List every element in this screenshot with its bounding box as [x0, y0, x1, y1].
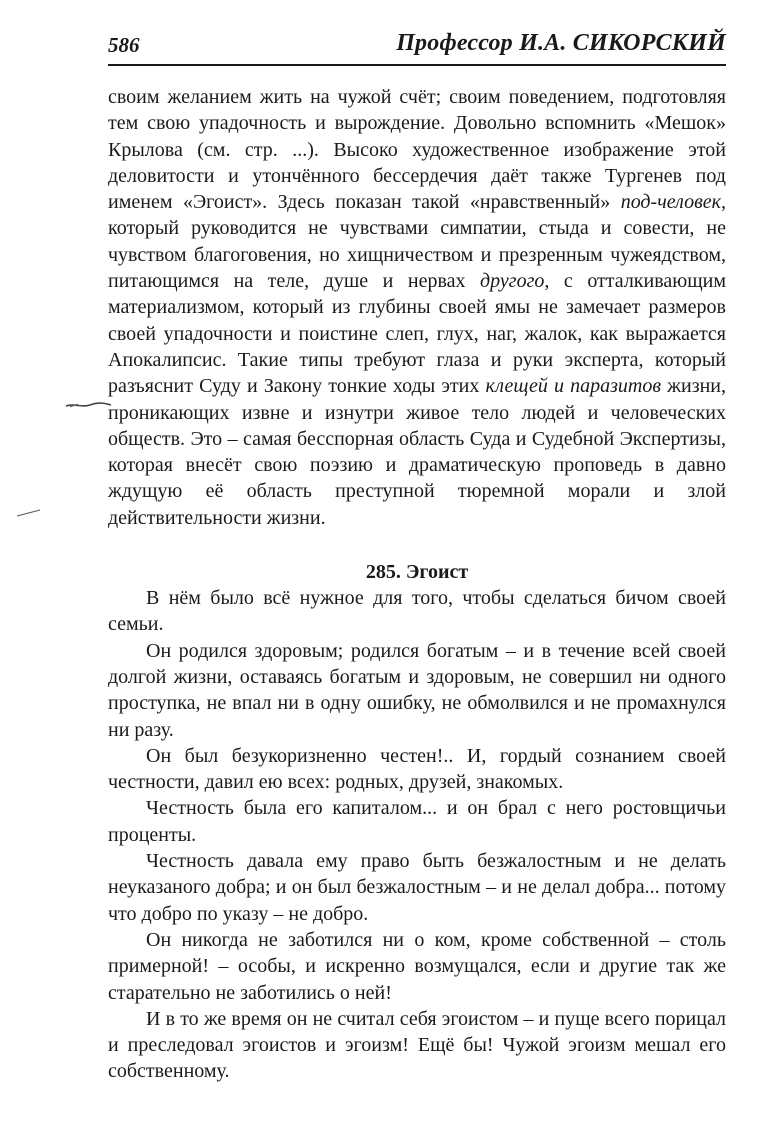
section-paragraph: Он никогда не заботился ни о ком, кроме собственной – столь примерной! – особы, и искренно возмущался, если и другие так же старательно не заботились о ней! — [108, 928, 726, 1004]
body-text — [108, 84, 726, 1085]
section-paragraph: Честность была его капиталом... и он брал с него ростовщичьи проценты. — [108, 797, 726, 846]
intro-text-part-3: с отталкивающим материализмом, который из глубины своей ямы не замечает размеров своей упадочности и поистине слеп, глух, наг, жалок, как выражается Апокалипсис. Такие типы требуют глаза и руки эксперта, который разъяснит Суду и Закону тонкие ходы этих — [108, 270, 726, 398]
section-paragraph: Честность давала ему право быть безжалостным и не делать неуказаного добра; и он был безжалостным – и не делал добра... потому что добро по указу – не добро. — [108, 850, 726, 925]
section-paragraph: Он был безукоризненно честен!.. И, гордый сознанием своей честности, давил ею всех: родных, друзей, знакомых. — [108, 744, 726, 794]
section-heading: 285. Эгоист — [365, 561, 469, 584]
running-title: Профессор И.А. СИКОРСКИЙ — [396, 30, 726, 56]
margin-pen-mark — [64, 397, 114, 411]
running-header — [108, 30, 726, 66]
intro-italic-2: другого, — [480, 270, 550, 293]
intro-paragraph — [108, 84, 726, 531]
intro-text-part-1: своим желанием жить на чужой счёт; своим поведением, подготовляя тем свою упадочность и вырождение. Довольно вспомнить «Мешок» Крылова (см. стр. ...). Высоко художественное изображение этой деловитости и утончённого бессердечия даёт также Тургенев под именем «Эгоист». Здесь показан такой «нравственный» — [108, 86, 726, 214]
margin-pencil-tick — [16, 508, 42, 518]
section-paragraph: В нём было всё нужное для того, чтобы сделаться бичом своей семьи. — [108, 587, 726, 636]
section-paragraph: Он родился здоровым; родился богатым – и в течение всей своей долгой жизни, оставаясь богатым и здоровым, не совершил ни одного проступка, не впал ни в одну ошибку, не обмолвился и не промахнулся ни разу. — [108, 639, 726, 741]
intro-text-part-2: который руководится не чувствами симпатии, стыда и совести, не чувством благоговения, но хищничеством и презренным чужеядством, питающимся на теле, душе и нервах — [108, 217, 726, 293]
page-number: 586 — [108, 33, 140, 57]
intro-italic-3: клещей и паразитов — [485, 375, 662, 398]
intro-italic-1: под-человек, — [620, 191, 726, 214]
section-paragraph: И в то же время он не считал себя эгоистом – и пуще всего порицал и преследовал эгоистов и эгоизм! Ещё бы! Чужой эгоизм мешал его собственному. — [108, 1007, 726, 1083]
intro-text-part-4: жизни, проникающих извне и изнутри живое тело людей и человеческих обществ. Это – самая бесспорная область Суда и Судебной Экспертизы, которая внесёт свою поэзию и драматическую проповедь в давно ждущую её область преступной тюремной морали и злой действительности жизни. — [108, 375, 726, 529]
